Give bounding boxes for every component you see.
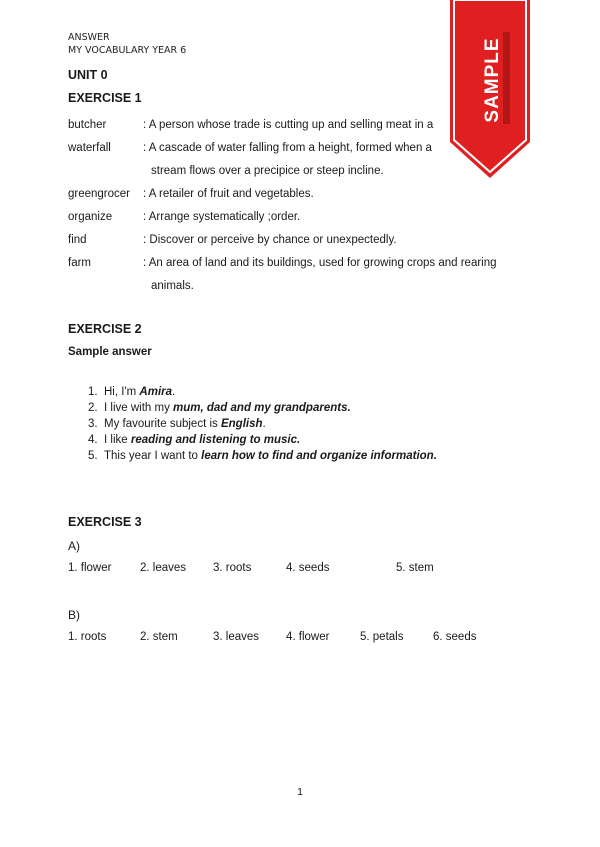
definition-item <box>68 229 538 252</box>
definition-text: : A cascade of water falling from a height, formed when a <box>143 142 432 154</box>
definition-text: : A person whose trade is cutting up and selling meat in a <box>143 119 434 131</box>
answer-emphasis: mum, dad and my grandparents. <box>173 402 351 414</box>
list-item: 1. flower <box>68 562 112 574</box>
part-b-label: B) <box>68 608 80 622</box>
list-item: 5. petals <box>360 631 404 643</box>
list-item: 2. stem <box>140 631 178 643</box>
header-line-1: ANSWER <box>68 32 110 43</box>
list-item: 3. roots <box>213 562 252 574</box>
list-item: 3. My favourite subject is English. <box>88 418 266 430</box>
list-item: 3. leaves <box>213 631 260 643</box>
definition-term: organize <box>68 211 113 223</box>
definition-text: : A retailer of fruit and vegetables. <box>143 188 314 200</box>
list-item: 4. I like reading and listening to music. <box>88 434 301 446</box>
definition-continuation: stream flows over a precipice or steep incline. <box>151 165 384 177</box>
definition-item <box>68 183 538 206</box>
definition-text: : Discover or perceive by chance or unexpectedly. <box>143 234 397 246</box>
answer-emphasis: English <box>220 418 263 430</box>
watermark-text: SAMPLE <box>482 37 503 123</box>
definition-item <box>68 252 538 298</box>
definition-continuation: animals. <box>151 280 194 292</box>
exercise2-title: EXERCISE 2 <box>68 322 142 336</box>
list-item: 4. flower <box>286 631 330 643</box>
definition-term: greengrocer <box>68 188 131 200</box>
definition-term: butcher <box>68 119 107 131</box>
ribbon-stripe <box>503 32 510 124</box>
list-item: 5. This year I want to learn how to find and organize information. <box>88 450 437 462</box>
sample-watermark-ribbon <box>450 0 530 178</box>
definition-text: : Arrange systematically ;order. <box>143 211 301 223</box>
answer-emphasis: reading and listening to music. <box>130 434 301 446</box>
exercise2-subtitle: Sample answer <box>68 346 152 358</box>
answer-emphasis: Amira <box>139 386 173 398</box>
page-number: 1 <box>297 786 303 798</box>
exercise3-title: EXERCISE 3 <box>68 515 142 529</box>
definition-term: waterfall <box>68 142 111 154</box>
answer-emphasis: learn how to find and organize information. <box>201 450 437 462</box>
list-item: 5. stem <box>396 562 434 574</box>
list-item: 1. Hi, I'm Amira. <box>88 386 176 398</box>
definition-text: : An area of land and its buildings, used for growing crops and rearing <box>143 257 497 269</box>
header-line-2: MY VOCABULARY YEAR 6 <box>68 45 187 56</box>
part-a-label: A) <box>68 539 80 553</box>
unit-title: UNIT 0 <box>68 68 108 82</box>
definition-item <box>68 206 538 229</box>
list-item: 2. I live with my mum, dad and my grandparents. <box>88 402 351 414</box>
definition-term: find <box>68 234 87 246</box>
exercise1-title: EXERCISE 1 <box>68 91 142 105</box>
definition-term: farm <box>68 257 91 269</box>
list-item: 1. roots <box>68 631 107 643</box>
list-item: 4. seeds <box>286 562 330 574</box>
list-item: 6. seeds <box>433 631 477 643</box>
list-item: 2. leaves <box>140 562 187 574</box>
answer-list <box>88 384 437 464</box>
